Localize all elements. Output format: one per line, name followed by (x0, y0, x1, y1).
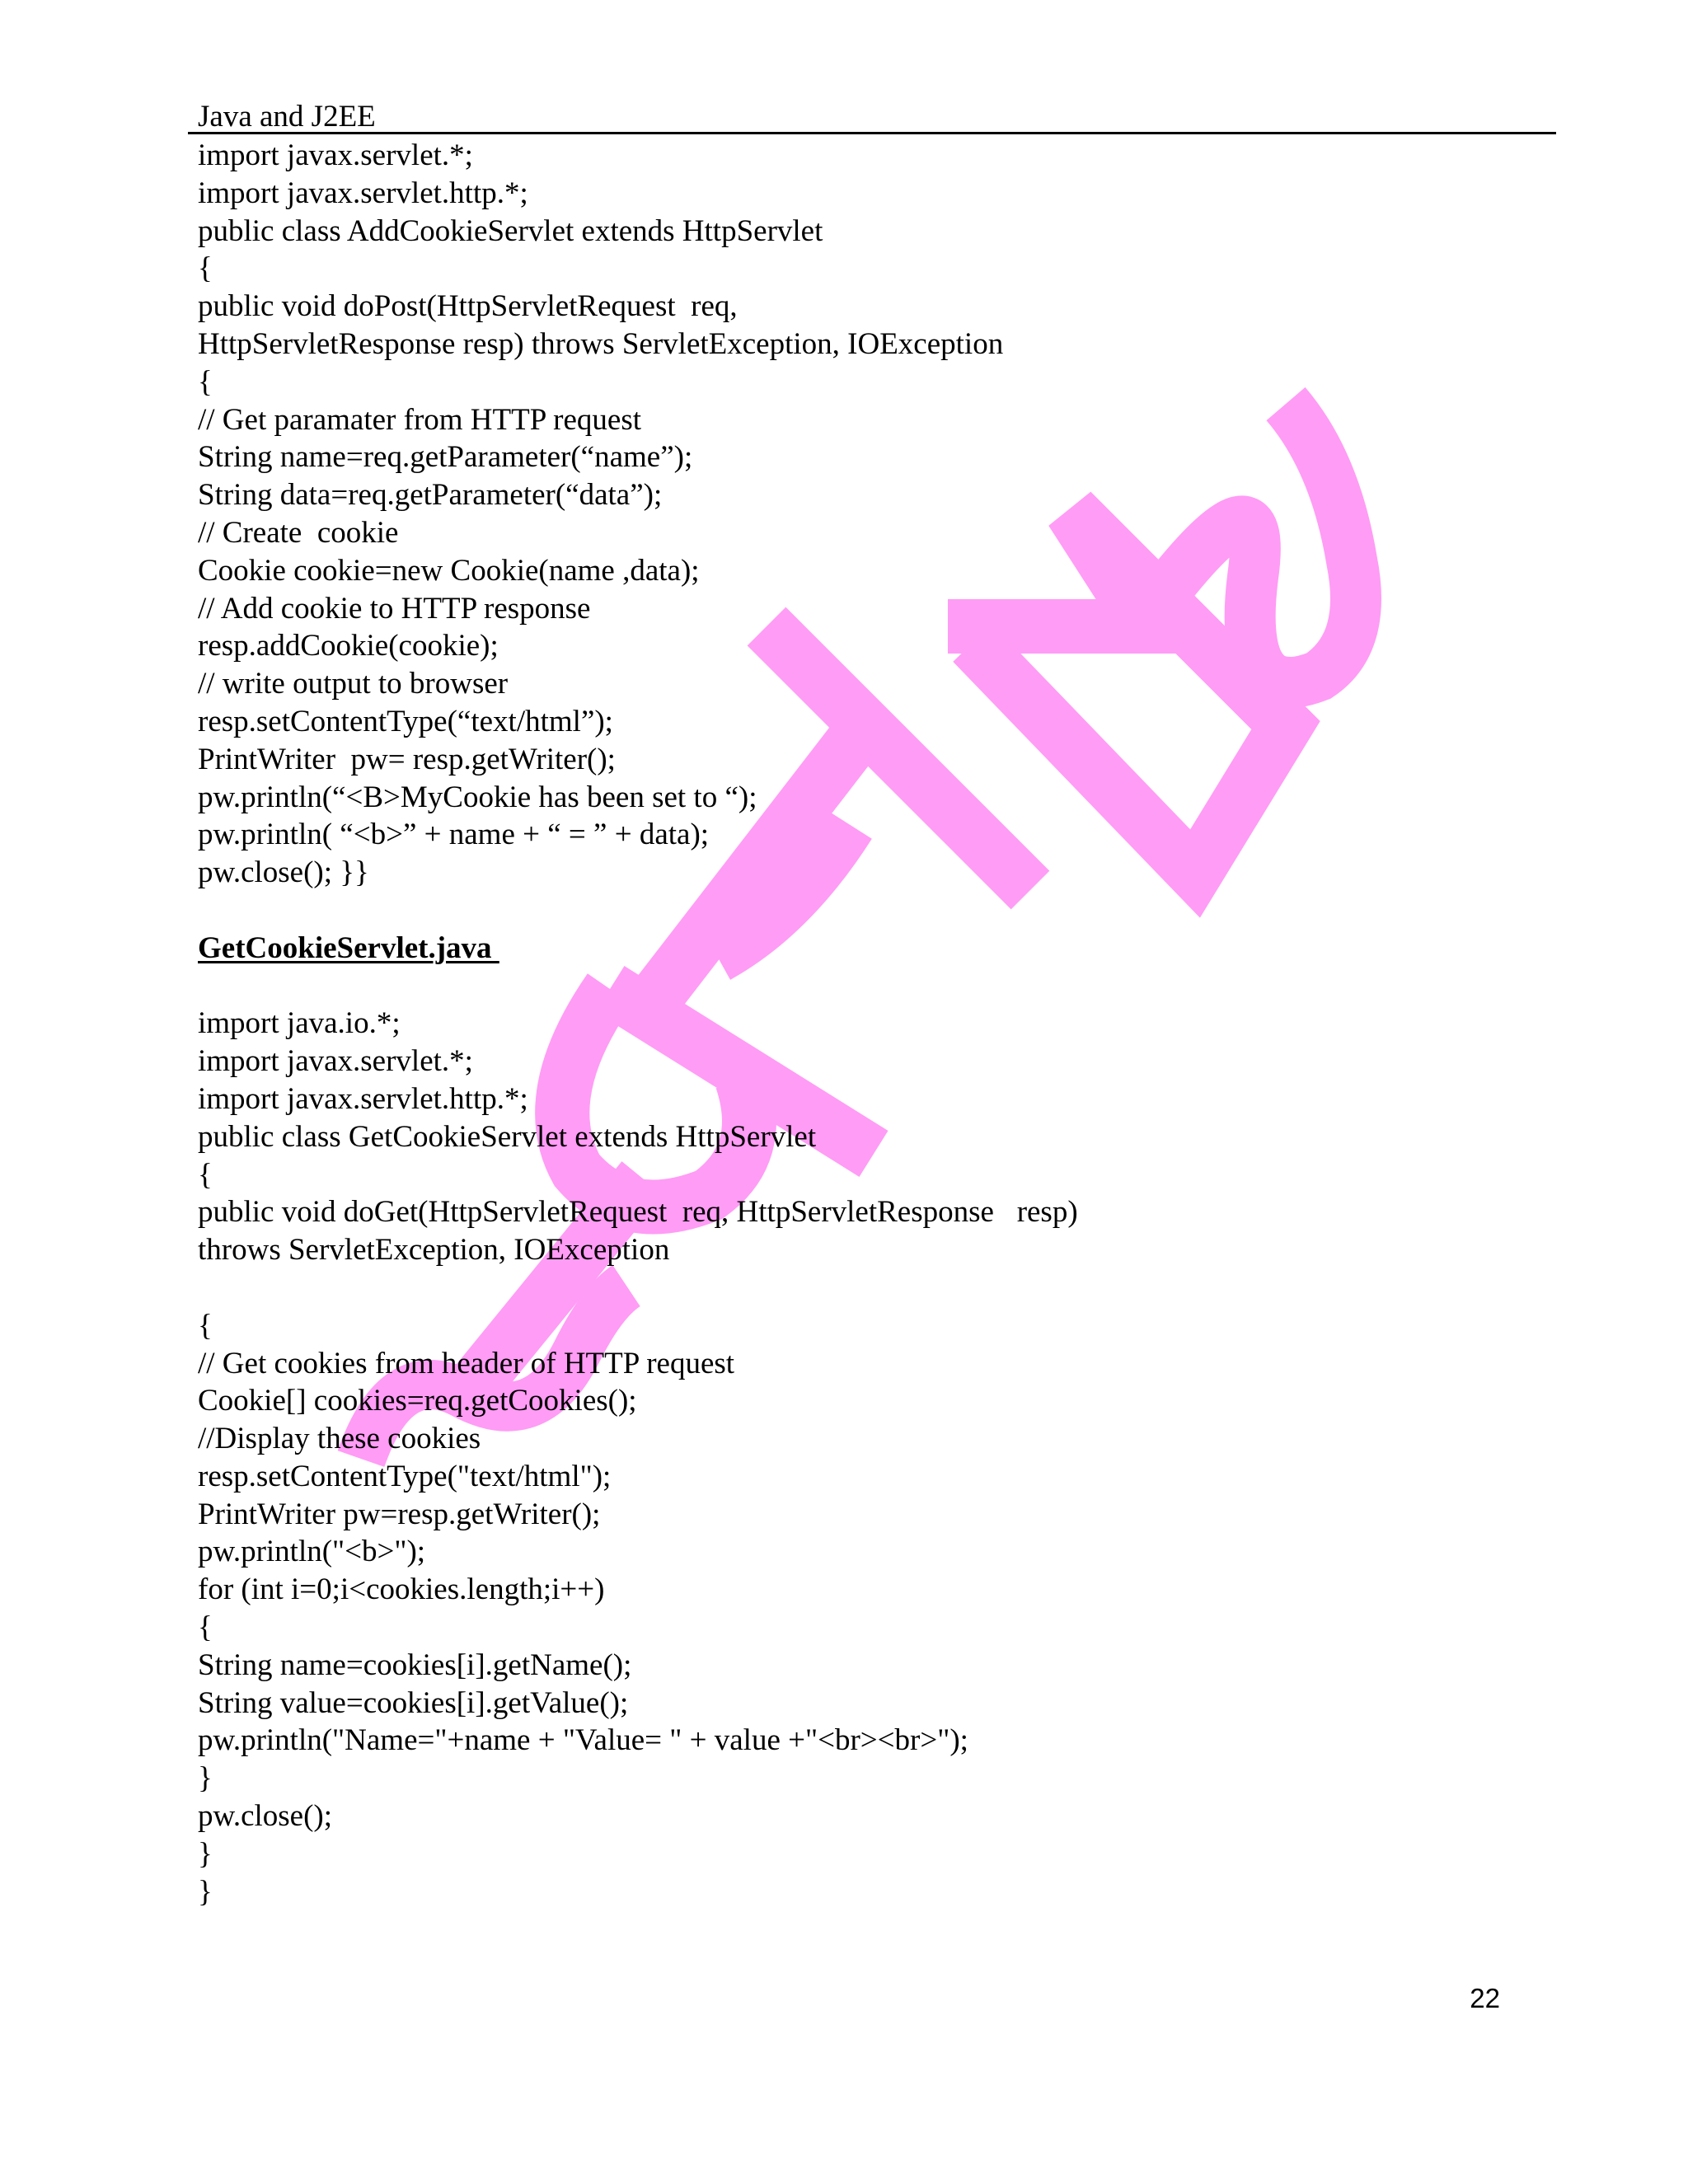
code-line: import java.io.*; (198, 1006, 401, 1041)
code-line: import javax.servlet.*; (198, 138, 473, 172)
code-line: } (198, 1761, 213, 1796)
code-line: // Add cookie to HTTP response (198, 591, 591, 626)
section-heading: GetCookieServlet.java (198, 930, 499, 965)
code-line (198, 892, 1533, 930)
code-line: resp.addCookie(cookie); (198, 629, 499, 663)
code-line: //Display these cookies (198, 1422, 481, 1456)
code-listing (198, 137, 1533, 1910)
code-line (198, 1269, 1533, 1307)
code-line: public void doGet(HttpServletRequest req, HttpServletResponse resp) (198, 1195, 1078, 1230)
code-line: for (int i=0;i<cookies.length;i++) (198, 1572, 605, 1607)
code-line: PrintWriter pw=resp.getWriter(); (198, 1497, 601, 1531)
code-line: public class GetCookieServlet extends HttpServlet (198, 1119, 817, 1154)
code-line: public class AddCookieServlet extends HttpServlet (198, 213, 823, 248)
code-line: import javax.servlet.http.*; (198, 1081, 528, 1116)
code-line: // write output to browser (198, 667, 509, 701)
code-line: pw.println(“<B>MyCookie has been set to “); (198, 780, 757, 814)
code-line: throws ServletException, IOException (198, 1233, 670, 1268)
code-line: // Get cookies from header of HTTP request (198, 1346, 735, 1380)
page-number: 22 (1470, 1983, 1500, 2013)
code-line: Cookie cookie=new Cookie(name ,data); (198, 553, 700, 588)
code-line: { (198, 1610, 213, 1645)
code-line: PrintWriter pw= resp.getWriter(); (198, 742, 616, 776)
code-line: // Create cookie (198, 515, 399, 550)
code-line: { (198, 1308, 213, 1343)
code-line: // Get paramater from HTTP request (198, 402, 642, 437)
running-header (188, 99, 1556, 134)
code-line: pw.close(); }} (198, 855, 369, 890)
code-line: { (198, 251, 213, 286)
code-line: pw.println("Name="+name + "Value= " + value +"<br><br>"); (198, 1723, 968, 1758)
code-line: resp.setContentType(“text/html”); (198, 704, 613, 738)
code-line: import javax.servlet.http.*; (198, 176, 528, 210)
code-line: resp.setContentType("text/html"); (198, 1459, 612, 1493)
code-line: Cookie[] cookies=req.getCookies(); (198, 1384, 637, 1418)
code-line: String value=cookies[i].getValue(); (198, 1685, 629, 1720)
header-title: Java and J2EE (198, 100, 376, 134)
code-line: import javax.servlet.*; (198, 1044, 473, 1079)
code-line: } (198, 1836, 213, 1871)
code-line: { (198, 1157, 213, 1192)
code-line: String name=cookies[i].getName(); (198, 1647, 632, 1682)
code-line: public void doPost(HttpServletRequest req, (198, 289, 738, 324)
code-line (198, 968, 1533, 1005)
code-line: String data=req.getParameter(“data”); (198, 478, 663, 513)
code-line: } (198, 1874, 213, 1909)
code-line: String name=req.getParameter(“name”); (198, 440, 693, 475)
code-line: pw.println("<b>"); (198, 1535, 426, 1569)
code-line: HttpServletResponse resp) throws ServletException, IOException (198, 326, 1004, 361)
code-line: pw.println( “<b>” + name + “ = ” + data); (198, 818, 710, 852)
code-line: { (198, 364, 213, 399)
code-line: pw.close(); (198, 1799, 333, 1834)
